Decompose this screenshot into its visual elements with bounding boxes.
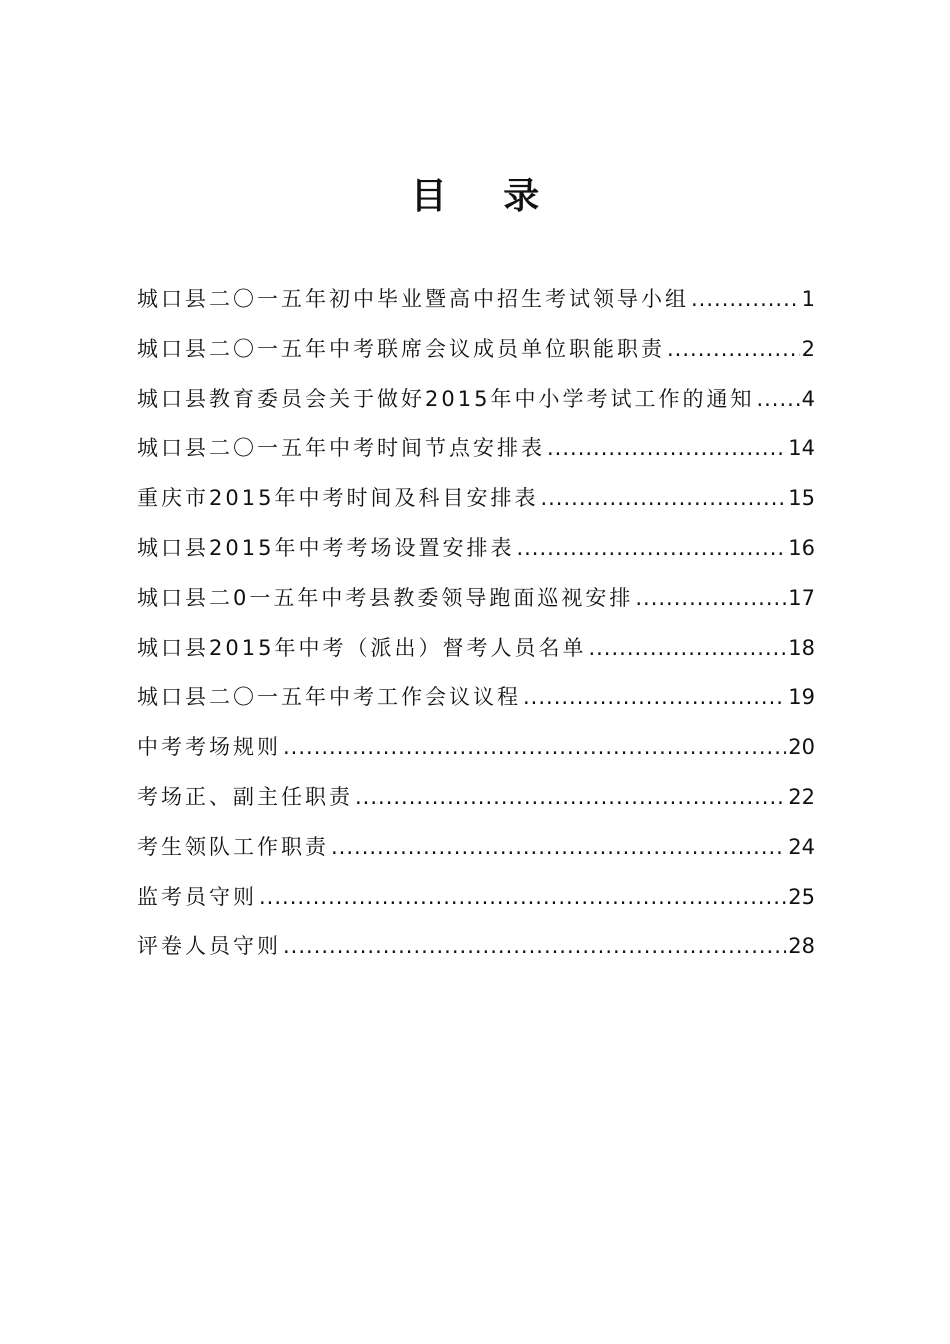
toc-entry-title: 城口县二〇一五年中考时间节点安排表 xyxy=(137,436,545,461)
toc-dot-leader xyxy=(547,430,786,466)
toc-page-number: 17 xyxy=(788,585,815,610)
toc-page-number: 25 xyxy=(788,884,815,909)
toc-page-number: 16 xyxy=(788,535,815,560)
toc-page-number: 19 xyxy=(788,685,815,710)
toc-page-number: 14 xyxy=(788,436,815,461)
toc-dot-leader xyxy=(667,331,800,367)
toc-entry[interactable] xyxy=(137,679,815,729)
toc-dot-leader xyxy=(331,829,786,865)
toc-entry-title: 考生领队工作职责 xyxy=(137,834,329,859)
toc-page-number: 20 xyxy=(788,735,815,760)
table-of-contents xyxy=(137,281,815,978)
toc-dot-leader xyxy=(691,281,800,317)
toc-page-number: 1 xyxy=(801,287,815,311)
toc-entry-title: 城口县二〇一五年初中毕业暨高中招生考试领导小组 xyxy=(137,287,689,311)
toc-page-number: 28 xyxy=(788,934,815,959)
toc-entry[interactable] xyxy=(137,381,815,431)
toc-entry-title: 城口县二〇一五年中考联席会议成员单位职能职责 xyxy=(137,336,665,361)
toc-dot-leader xyxy=(283,928,786,964)
toc-dot-leader xyxy=(635,580,786,616)
toc-entry[interactable] xyxy=(137,729,815,779)
toc-entry[interactable] xyxy=(137,779,815,829)
toc-dot-leader xyxy=(355,779,786,815)
toc-entry-title: 重庆市2015年中考时间及科目安排表 xyxy=(137,486,539,511)
toc-entry[interactable] xyxy=(137,580,815,630)
toc-entry-title: 城口县二0一五年中考县教委领导跑面巡视安排 xyxy=(137,585,634,610)
toc-dot-leader xyxy=(523,679,786,715)
toc-dot-leader xyxy=(540,480,786,516)
toc-entry-title: 城口县2015年中考（派出）督考人员名单 xyxy=(137,635,587,660)
toc-entry[interactable] xyxy=(137,331,815,381)
toc-page-number: 4 xyxy=(801,386,815,411)
toc-entry-title: 评卷人员守则 xyxy=(137,934,281,959)
toc-entry-title: 城口县2015年中考考场设置安排表 xyxy=(137,535,515,560)
toc-page-number: 24 xyxy=(788,834,815,859)
toc-dot-leader xyxy=(588,630,786,666)
toc-entry-title: 城口县教育委员会关于做好2015年中小学考试工作的通知 xyxy=(137,386,755,411)
toc-entry-title: 考场正、副主任职责 xyxy=(137,784,353,809)
toc-entry-title: 监考员守则 xyxy=(137,884,257,909)
toc-entry[interactable] xyxy=(137,281,815,331)
toc-page-number: 15 xyxy=(788,486,815,511)
toc-entry[interactable] xyxy=(137,829,815,879)
toc-entry[interactable] xyxy=(137,430,815,480)
toc-entry-title: 城口县二〇一五年中考工作会议议程 xyxy=(137,685,521,710)
toc-dot-leader xyxy=(756,381,799,417)
toc-entry[interactable] xyxy=(137,480,815,530)
toc-entry[interactable] xyxy=(137,630,815,680)
toc-entry-title: 中考考场规则 xyxy=(137,735,281,760)
toc-page-number: 2 xyxy=(801,336,815,361)
toc-dot-leader xyxy=(516,530,786,566)
toc-entry[interactable] xyxy=(137,928,815,978)
toc-page-number: 22 xyxy=(788,784,815,809)
toc-entry[interactable] xyxy=(137,879,815,929)
toc-dot-leader xyxy=(259,879,786,915)
page-title: 目 录 xyxy=(410,176,562,217)
toc-dot-leader xyxy=(283,729,786,765)
toc-entry[interactable] xyxy=(137,530,815,580)
toc-page-number: 18 xyxy=(788,635,815,660)
